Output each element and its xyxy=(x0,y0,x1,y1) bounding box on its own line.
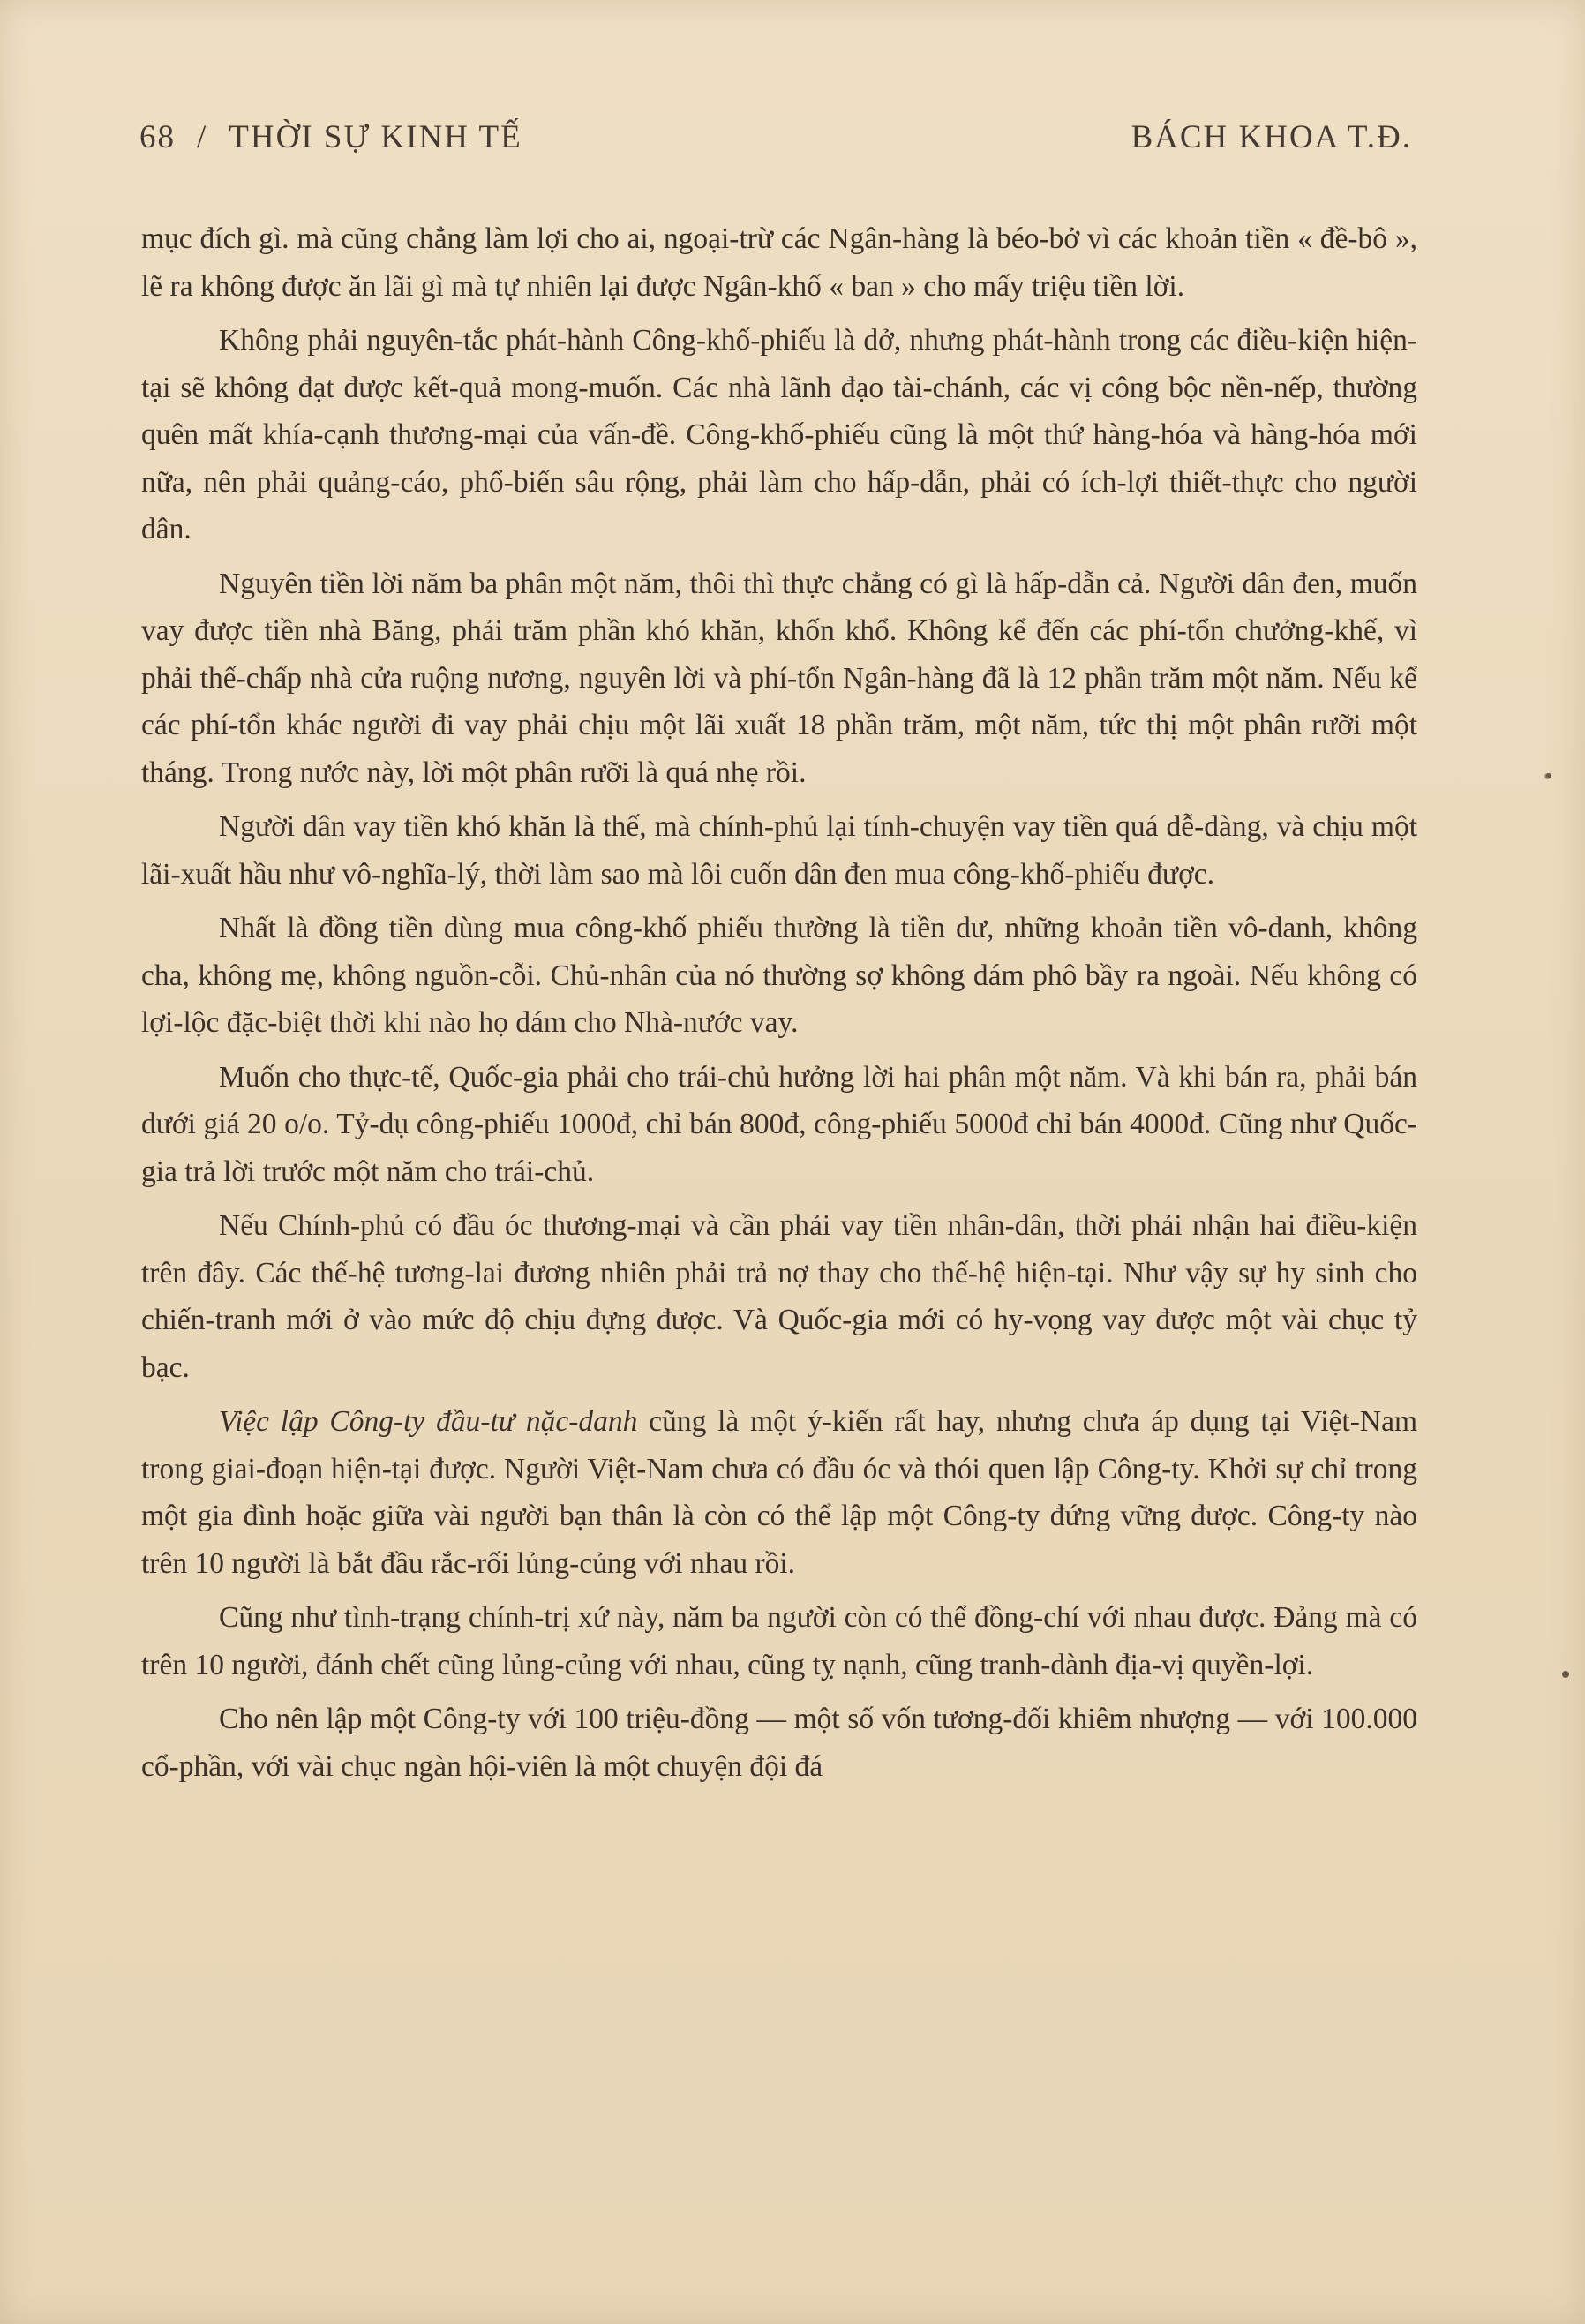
running-header xyxy=(139,118,1412,156)
paragraph: mục đích gì. mà cũng chẳng làm lợi cho ai, ngoại-trừ các Ngân-hàng là béo-bở vì các khoản tiền « đề-bô », lẽ ra không được ăn lãi gì mà tự nhiên lại được Ngân-khố « ban » cho mấy triệu tiền lời. xyxy=(141,222,1417,303)
header-separator: / xyxy=(197,119,208,155)
header-left xyxy=(139,118,522,156)
journal-title: BÁCH KHOA T.Đ. xyxy=(1131,119,1412,155)
paragraph: Người dân vay tiền khó khăn là thế, mà chính-phủ lại tính-chuyện vay tiền quá dễ-dàng, và chịu một lãi-xuất hầu như vô-nghĩa-lý, thời làm sao mà lôi cuốn dân đen mua công-khố-phiếu được. xyxy=(141,810,1417,891)
paper-speck xyxy=(1544,773,1551,779)
italic-lead: Việc lập Công-ty đầu-tư nặc-danh xyxy=(219,1405,638,1438)
article-body xyxy=(141,215,1417,1797)
paragraph-text: cũng là một ý-kiến rất hay, nhưng chưa áp dụng tại Việt-Nam trong giai-đoạn hiện-tại được. Người Việt-Nam chưa có đầu óc và thói quen lập Công-ty. Khởi sự chỉ trong một gia đình hoặc giữa vài người bạn thân là còn có thể lập một Công-ty đứng vững được. Công-ty nào trên 10 người là bắt đầu rắc-rối lủng-củng với nhau rồi. xyxy=(141,1405,1417,1580)
paragraph: Nguyên tiền lời năm ba phân một năm, thôi thì thực chẳng có gì là hấp-dẫn cả. Người dân đen, muốn vay được tiền nhà Băng, phải trăm phần khó khăn, khốn khổ. Không kể đến các phí-tổn chưởng-khế, vì phải thế-chấp nhà cửa ruộng nương, nguyên lời và phí-tổn Ngân-hàng đã là 12 phần trăm một năm. Nếu kể các phí-tổn khác người đi vay phải chịu một lãi xuất 18 phần trăm, một năm, tức thị một phân rưỡi một tháng. Trong nước này, lời một phân rưỡi là quá nhẹ rồi. xyxy=(141,567,1417,789)
paper-speck xyxy=(1562,1671,1569,1678)
paragraph: Nếu Chính-phủ có đầu óc thương-mại và cần phải vay tiền nhân-dân, thời phải nhận hai điều-kiện trên đây. Các thế-hệ tương-lai đương nhiên phải trả nợ thay cho thế-hệ hiện-tại. Như vậy sự hy sinh cho chiến-tranh mới ở vào mức độ chịu đựng được. Và Quốc-gia mới có hy-vọng vay được một vài chục tỷ bạc. xyxy=(141,1209,1417,1384)
section-title: THỜI SỰ KINH TẾ xyxy=(229,119,522,155)
paragraph: Cũng như tình-trạng chính-trị xứ này, năm ba người còn có thể đồng-chí với nhau được. Đảng mà có trên 10 người, đánh chết cũng lủng-củng với nhau, cũng tỵ nạnh, cũng tranh-dành địa-vị quyền-lợi. xyxy=(141,1601,1417,1681)
paragraph: Không phải nguyên-tắc phát-hành Công-khố-phiếu là dở, nhưng phát-hành trong các điều-kiện hiện-tại sẽ không đạt được kết-quả mong-muốn. Các nhà lãnh đạo tài-chánh, các vị công bộc nền-nếp, thường quên mất khía-cạnh thương-mại của vấn-đề. Công-khố-phiếu cũng là một thứ hàng-hóa và hàng-hóa mới nữa, nên phải quảng-cáo, phổ-biến sâu rộng, phải làm cho hấp-dẫn, phải có ích-lợi thiết-thực cho người dân. xyxy=(141,324,1417,545)
paragraph: Muốn cho thực-tế, Quốc-gia phải cho trái-chủ hưởng lời hai phân một năm. Và khi bán ra, phải bán dưới giá 20 o/o. Tỷ-dụ công-phiếu 1000đ, chỉ bán 800đ, công-phiếu 5000đ chỉ bán 4000đ. Cũng như Quốc-gia trả lời trước một năm cho trái-chủ. xyxy=(141,1060,1417,1188)
paragraph xyxy=(141,1398,1417,1587)
page-number: 68 xyxy=(139,119,176,155)
paragraph: Nhất là đồng tiền dùng mua công-khố phiếu thường là tiền dư, những khoản tiền vô-danh, không cha, không mẹ, không nguồn-cỗi. Chủ-nhân của nó thường sợ không dám phô bầy ra ngoài. Nếu không có lợi-lộc đặc-biệt thời khi nào họ dám cho Nhà-nước vay. xyxy=(141,912,1417,1039)
paragraph: Cho nên lập một Công-ty với 100 triệu-đồng — một số vốn tương-đối khiêm nhượng — với 100.000 cổ-phần, với vài chục ngàn hội-viên là một chuyện đội đá xyxy=(141,1703,1417,1783)
